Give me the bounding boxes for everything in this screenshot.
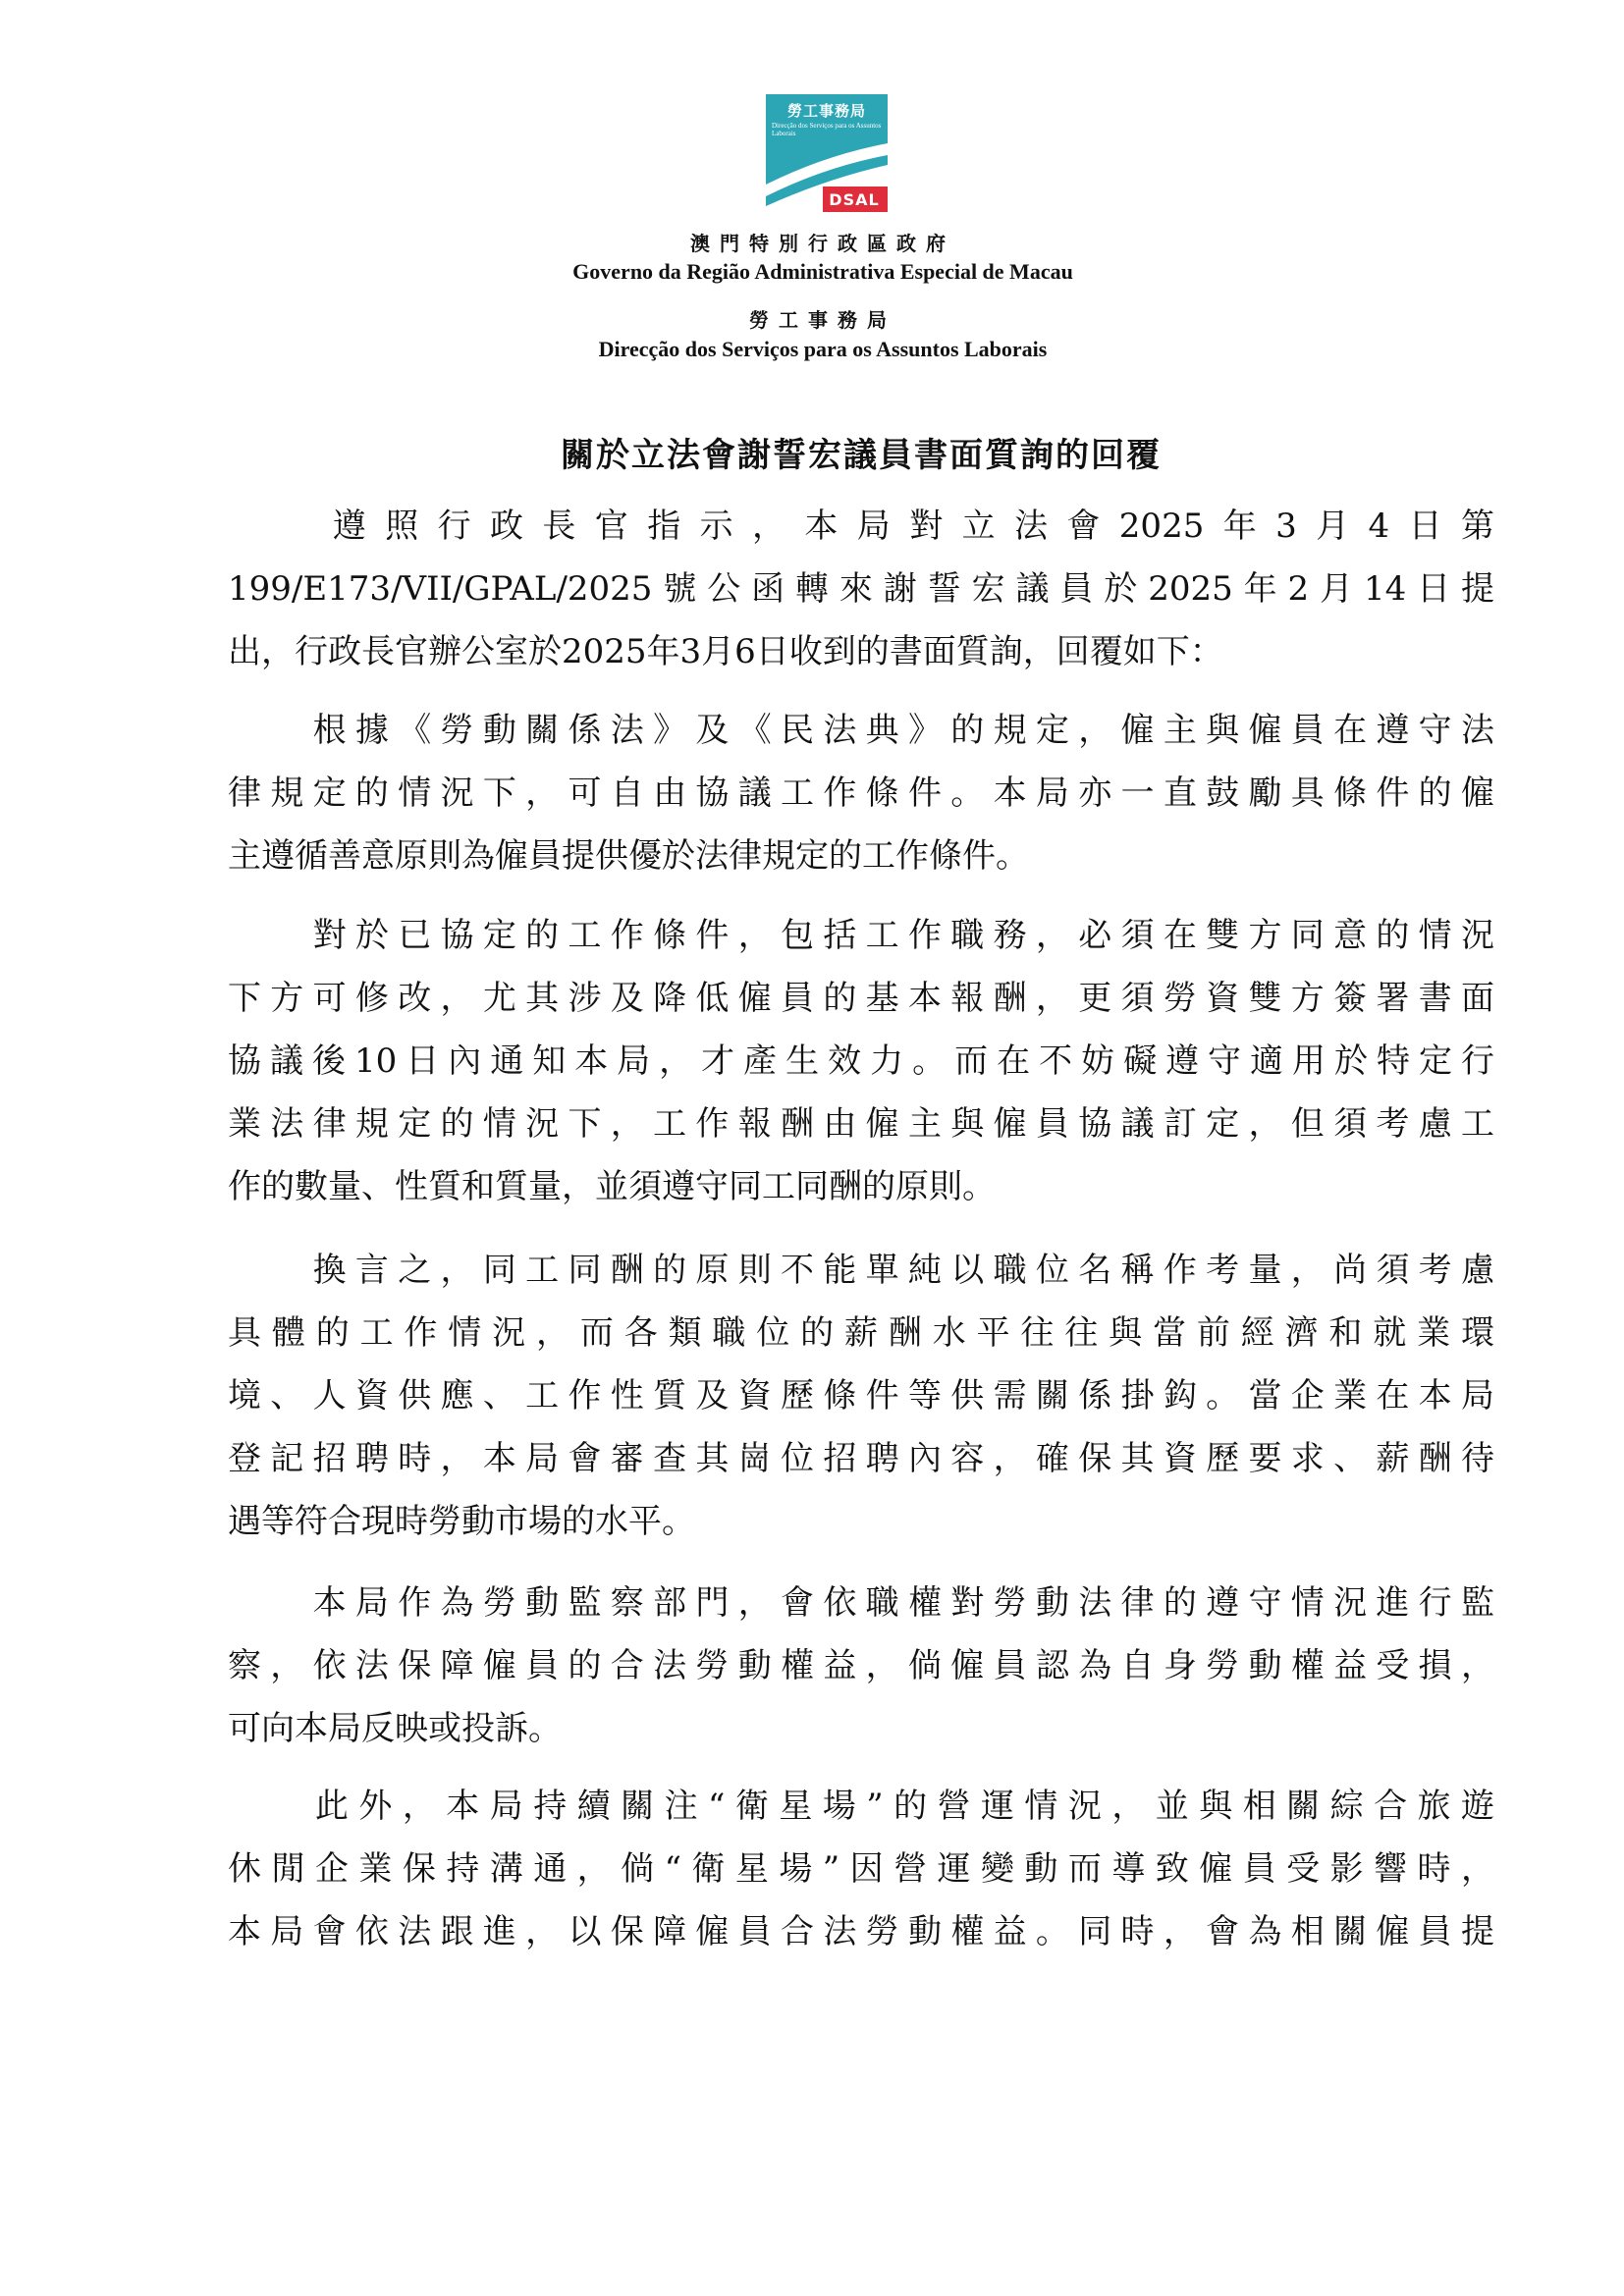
paragraph-line: 根據《勞動關係法》及《民法典》的規定，僱主與僱員在遵守法	[228, 711, 1494, 750]
paragraph	[228, 495, 1494, 683]
paragraph-line: 下方可修改，尤其涉及降低僱員的基本報酬，更須勞資雙方簽署書面	[228, 979, 1494, 1018]
government-name-zh: 澳門特別行政區政府	[690, 232, 955, 255]
logo-abbreviation: DSAL	[829, 190, 880, 209]
paragraph-line: 本局作為勞動監察部門，會依職權對勞動法律的遵守情況進行監	[228, 1583, 1494, 1623]
paragraph-line: 作的數量、性質和質量，並須遵守同工同酬的原則。	[228, 1167, 996, 1206]
paragraph	[228, 1239, 1494, 1553]
paragraph-line: 199/E173/VII/GPAL/2025號公函轉來謝誓宏議員於2025年2月14日提	[228, 569, 1494, 609]
paragraph-line: 此外，本局持續關注“衛星場”的營運情況，並與相關綜合旅遊	[228, 1787, 1494, 1826]
paragraph-line: 登記招聘時，本局會審查其崗位招聘內容，確保其資歷要求、薪酬待	[228, 1439, 1494, 1478]
paragraph-line: 出，行政長官辦公室於2025年3月6日收到的書面質詢，回覆如下：	[228, 632, 1223, 671]
paragraph-line: 換言之，同工同酬的原則不能單純以職位名稱作考量，尚須考慮	[228, 1251, 1494, 1290]
paragraph	[228, 699, 1494, 887]
department-name-zh: 勞工事務局	[749, 308, 896, 332]
paragraph	[228, 1775, 1494, 1963]
document-title: 關於立法會謝誓宏議員書面質詢的回覆	[561, 436, 1162, 475]
logo-title: 勞工事務局	[786, 102, 866, 120]
government-name-pt: Governo da Região Administrativa Especial de Macau	[572, 259, 1073, 284]
paragraph-line: 遵照行政長官指示，本局對立法會2025年3月4日第	[228, 507, 1494, 546]
paragraph-line: 業法律規定的情況下，工作報酬由僱主與僱員協議訂定，但須考慮工	[228, 1104, 1494, 1144]
paragraph-line: 主遵循善意原則為僱員提供優於法律規定的工作條件。	[228, 836, 1029, 876]
paragraph-line: 律規定的情況下，可自由協議工作條件。本局亦一直鼓勵具條件的僱	[228, 774, 1494, 813]
paragraph-line: 本局會依法跟進，以保障僱員合法勞動權益。同時，會為相關僱員提	[228, 1912, 1494, 1951]
paragraph-line: 可向本局反映或投訴。	[228, 1709, 562, 1748]
paragraph-line: 境、人資供應、工作性質及資歷條件等供需關係掛鈎。當企業在本局	[228, 1376, 1494, 1415]
paragraph-line: 休閒企業保持溝通，倘“衛星場”因營運變動而導致僱員受影響時，	[228, 1849, 1494, 1889]
paragraph-line: 察，依法保障僱員的合法勞動權益，倘僱員認為自身勞動權益受損，	[228, 1646, 1494, 1685]
dsal-logo	[766, 94, 888, 212]
paragraph	[228, 1572, 1494, 1760]
paragraph-line: 具體的工作情況，而各類職位的薪酬水平往往與當前經濟和就業環	[228, 1313, 1494, 1353]
paragraph-line: 對於已協定的工作條件，包括工作職務，必須在雙方同意的情況	[228, 916, 1494, 955]
paragraph-line: 遇等符合現時勞動市場的水平。	[228, 1502, 695, 1541]
logo-subtitle: Direcção dos Serviços para os Assuntos Laborais	[772, 122, 882, 137]
paragraph-line: 協議後10日內通知本局，才產生效力。而在不妨礙遵守適用於特定行	[228, 1041, 1494, 1081]
paragraph	[228, 904, 1494, 1218]
department-name-pt: Direcção dos Serviços para os Assuntos Laborais	[598, 337, 1048, 361]
